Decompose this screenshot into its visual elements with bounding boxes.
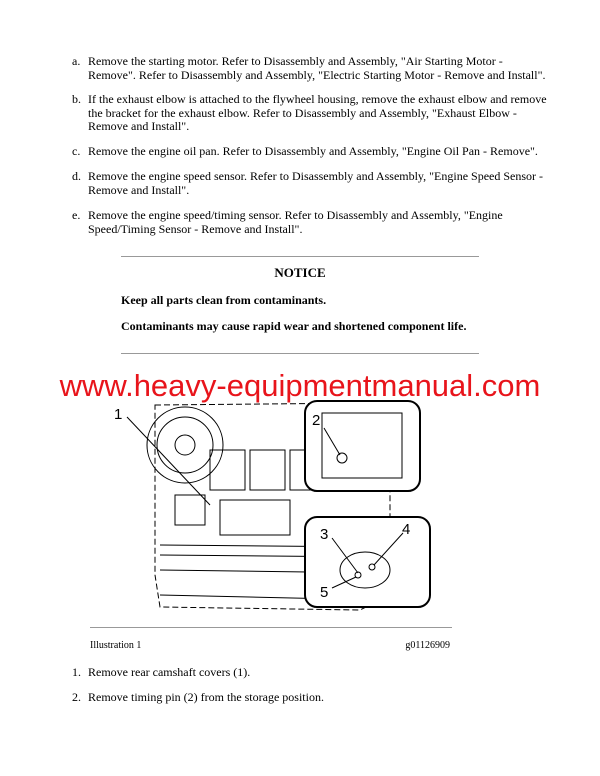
step-label: b. [72, 92, 81, 106]
notice-line-1: Keep all parts clean from contaminants. [121, 293, 327, 307]
illustration-caption: Illustration 1 [90, 640, 142, 651]
callout-3: 3 [320, 526, 329, 543]
step-1 [72, 666, 552, 680]
notice-line-2: Contaminants may cause rapid wear and shortened component life. [121, 319, 467, 333]
step-e [72, 209, 552, 236]
callout-4: 4 [402, 521, 411, 538]
watermark: www.heavy-equipmentmanual.com [59, 368, 541, 403]
step-label: c. [72, 144, 81, 158]
notice-divider-top [121, 256, 479, 257]
callout-2: 2 [312, 412, 321, 429]
step-text: Remove the engine speed sensor. Refer to Disassembly and Assembly, "Engine Speed Sensor - Remove and Install". [88, 169, 544, 197]
step-text: Remove the starting motor. Refer to Disassembly and Assembly, "Air Starting Motor - Remove". Refer to Disassembly and Assembly, "Electric Starting Motor - Remove and Install". [88, 54, 546, 82]
illustration-id: g01126909 [405, 640, 450, 651]
step-text: If the exhaust elbow is attached to the flywheel housing, remove the exhaust elbow and remove the bracket for the exhaust elbow. Refer to Disassembly and Assembly, "Exhaust Elbow - Remove and Install". [88, 92, 547, 133]
callout-1: 1 [114, 406, 123, 423]
step-label: 1. [72, 665, 81, 679]
notice-title: NOTICE [274, 265, 326, 280]
step-2 [72, 691, 552, 705]
caption-divider [90, 627, 452, 628]
notice-divider-bottom [121, 353, 479, 354]
step-c [72, 145, 552, 159]
step-text: Remove the engine speed/timing sensor. Refer to Disassembly and Assembly, "Engine Speed/Timing Sensor - Remove and Install". [88, 208, 503, 236]
step-label: d. [72, 169, 81, 183]
step-text: Remove rear camshaft covers (1). [88, 665, 251, 679]
step-label: a. [72, 54, 81, 68]
step-text: Remove timing pin (2) from the storage position. [88, 690, 324, 704]
step-a [72, 55, 552, 82]
step-text: Remove the engine oil pan. Refer to Disassembly and Assembly, "Engine Oil Pan - Remove". [88, 144, 538, 158]
step-label: 2. [72, 690, 81, 704]
step-d [72, 170, 552, 197]
step-b [72, 93, 552, 134]
engine-illustration [100, 395, 460, 617]
step-label: e. [72, 208, 81, 222]
callout-5: 5 [320, 584, 329, 601]
